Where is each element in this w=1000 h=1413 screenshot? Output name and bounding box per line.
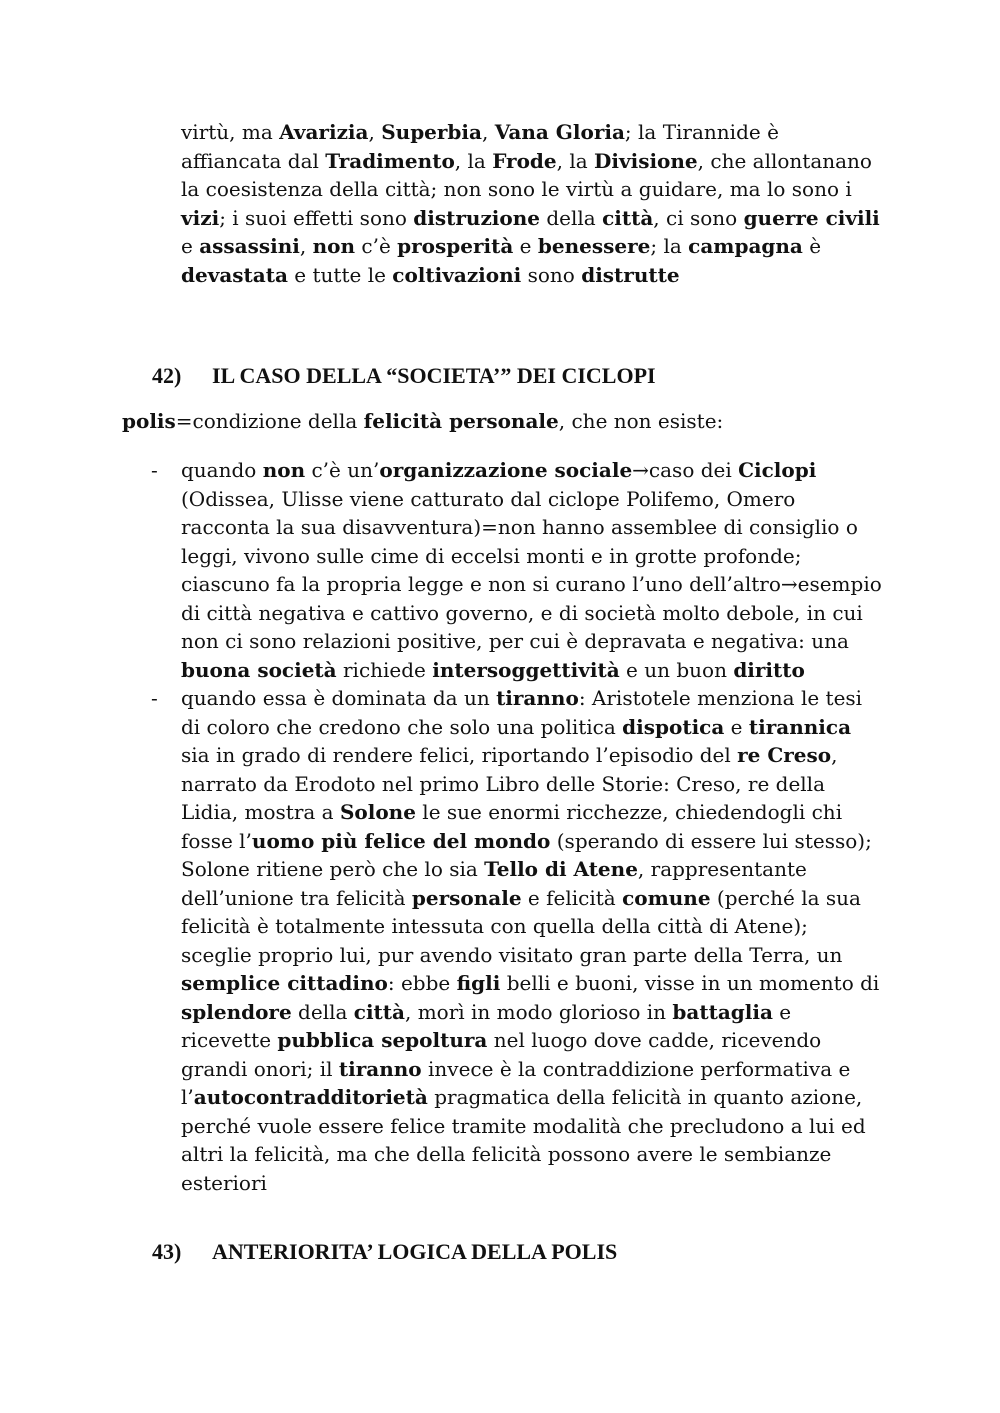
bold-term: Avarizia [279, 120, 369, 144]
bold-term: pubblica sepoltura [277, 1028, 488, 1052]
bold-term: splendore [181, 999, 292, 1024]
bold-term: non [262, 458, 306, 482]
bold-term: campagna [688, 234, 803, 258]
bold-term: distrutte [581, 262, 680, 287]
bold-term: distruzione [413, 205, 540, 230]
bold-term: re Creso [737, 743, 832, 767]
bold-term: autocontradditorietà [193, 1085, 428, 1109]
bold-term: organizzazione sociale [379, 458, 633, 482]
section-number: 42) [152, 363, 182, 388]
bold-term: Vana Gloria [494, 120, 625, 144]
bold-term: tiranno [496, 686, 579, 710]
section-number: 43) [152, 1239, 182, 1264]
paragraph-vices: virtù, ma Avarizia, Superbia, Vana Gloria; la Tirannide è affiancata dal Tradimento, la Frode, la Divisione, che allontanano la coesistenza della città; non sono le virtù a guidare, ma lo sono i vizi; i suoi effetti sono distruzione della città, ci sono guerre civili e assassini, non c’è prosperità e benessere; la campagna è devastata e tutte le coltivazioni sono distrutte [181, 120, 880, 287]
bold-term: Tello di Atene [484, 857, 638, 881]
list-item-text: quando non c’è un’organizzazione sociale→caso dei Ciclopi (Odissea, Ulisse viene catturato dal ciclope Polifemo, Omero racconta la sua disavventura)=non hanno assemblee di consiglio o leggi, vivono sulle cime di eccelsi monti e in grotte profonde; ciascuno fa la propria legge e non si curano l’uno dell’altro→esempio di città negativa e cattivo governo, e di società molto debole, in cui non ci sono relazioni positive, per cui è depravata e negativa: una buona società richiede intersoggettività e un buon diritto [181, 458, 882, 682]
bold-term: Frode [492, 148, 557, 173]
bold-term: benessere [537, 234, 651, 258]
list-item-cyclops [122, 456, 882, 684]
section-heading-42 [152, 362, 656, 390]
bold-term: Tradimento [325, 148, 455, 173]
bold-term: semplice cittadino [181, 971, 388, 995]
paragraph-polis-intro: polis=condizione della felicità personale, che non esiste: [122, 409, 724, 433]
bold-term: intersoggettività [432, 657, 620, 682]
bold-term: assassini [199, 234, 300, 258]
bullet-dash: - [151, 686, 158, 710]
bold-term: guerre civili [743, 205, 880, 230]
section-heading-43 [152, 1238, 617, 1266]
bold-term: città [353, 999, 405, 1024]
bold-term: prosperità [397, 234, 514, 258]
bold-term: battaglia [672, 999, 773, 1024]
bold-term: diritto [733, 657, 805, 682]
bold-term: non [312, 234, 356, 258]
bold-term: felicità personale [363, 409, 559, 433]
bold-term: vizi [181, 205, 220, 230]
bold-term: tiranno [338, 1056, 422, 1081]
bold-term: polis [122, 409, 176, 433]
bullet-list [122, 456, 882, 1197]
bold-term: devastata [181, 262, 288, 287]
section-title: IL CASO DELLA “SOCIETA’” DEI CICLOPI [212, 363, 656, 388]
bold-term: Solone [339, 800, 416, 824]
list-item-tyrant [122, 684, 882, 1197]
bold-term: dispotica [622, 714, 725, 739]
bold-term: Superbia [381, 120, 482, 144]
bold-term: comune [622, 885, 711, 910]
bold-term: tirannica [748, 714, 852, 739]
bold-term: uomo più felice del mondo [251, 828, 551, 853]
bold-term: personale [411, 885, 522, 910]
bullet-dash: - [151, 458, 158, 482]
bold-term: città [602, 205, 654, 230]
bold-term: coltivazioni [392, 262, 522, 287]
section-title: ANTERIORITA’ LOGICA DELLA POLIS [212, 1239, 618, 1264]
bold-term: figli [456, 971, 501, 995]
list-item-text: quando essa è dominata da un tiranno: Aristotele menziona le tesi di coloro che credono che solo una politica dispotica e tirannica sia in grado di rendere felici, riportando l’episodio del re Creso, narrato da Erodoto nel primo Libro delle Storie: Creso, re della Lidia, mostra a Solone le sue enormi ricchezze, chiedendogli chi fosse l’uomo più felice del mondo (sperando di essere lui stesso); Solone ritiene però che lo sia Tello di Atene, rappresentante dell’unione tra felicità personale e felicità comune (perché la sua felicità è totalmente intessuta con quella della città di Atene); sceglie proprio lui, pur avendo visitato gran parte della Terra, un semplice cittadino: ebbe figli belli e buoni, visse in un momento di splendore della città, morì in modo glorioso in battaglia e ricevette pubblica sepoltura nel luogo dove cadde, ricevendo grandi onori; il tiranno invece è la contraddizione performativa e l’autocontradditorietà pragmatica della felicità in quanto azione, perché vuole essere felice tramite modalità che precludono a lui ed altri la felicità, ma che della felicità possono avere le sembianze esteriori [181, 686, 880, 1195]
bold-term: Divisione [594, 148, 698, 173]
bold-term: Ciclopi [738, 458, 817, 482]
bold-term: buona società [181, 657, 337, 682]
